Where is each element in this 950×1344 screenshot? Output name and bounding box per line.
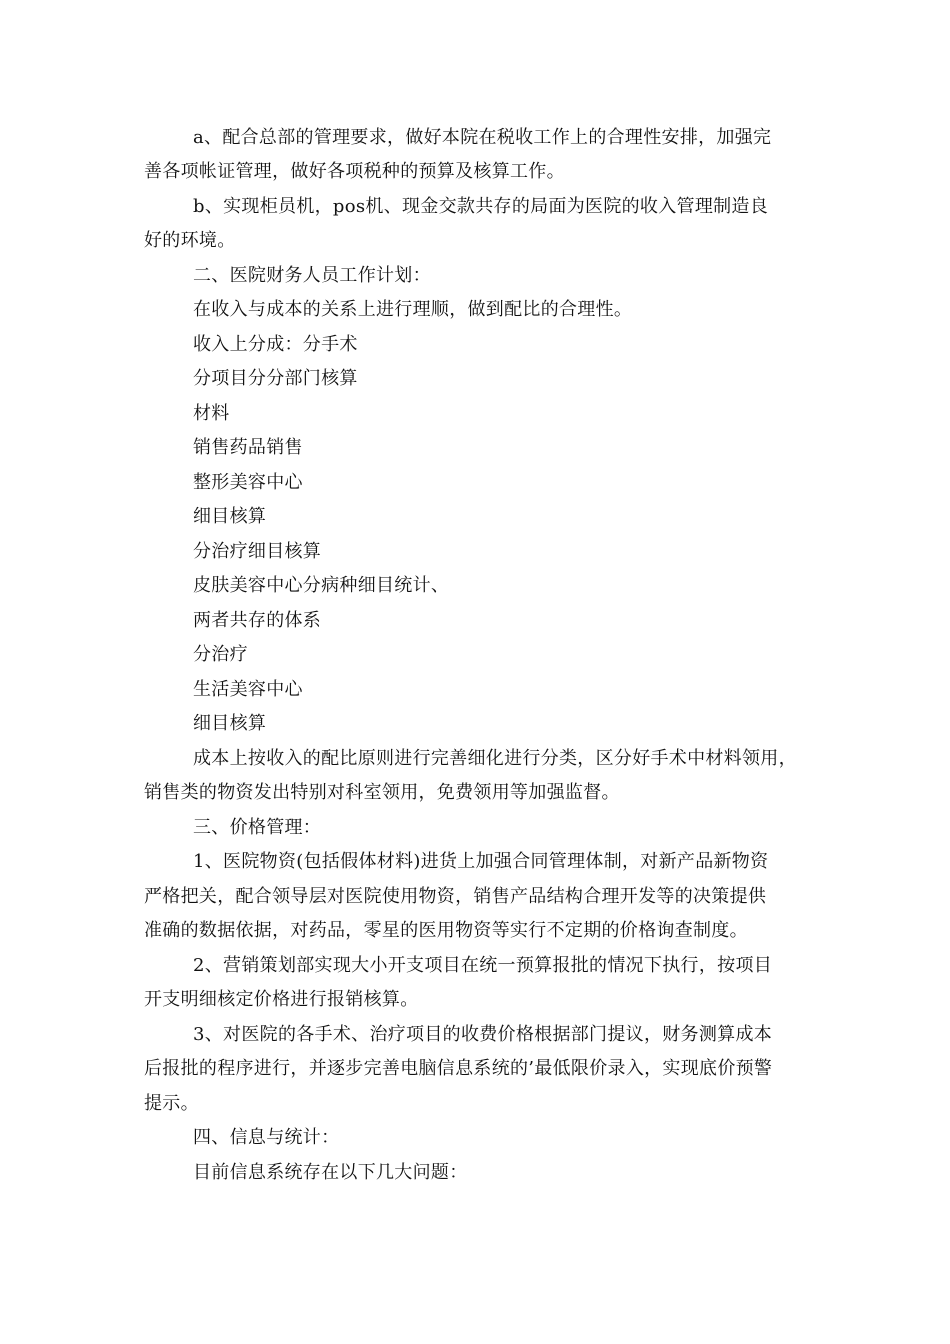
text-line: 开支明细核定价格进行报销核算。 xyxy=(144,989,419,1010)
section-heading: 三、价格管理： xyxy=(193,817,322,838)
text-line: b、实现柜员机，pos机、现金交款共存的局面为医院的收入管理制造良 xyxy=(193,196,769,217)
text-line: 销售类的物资发出特别对科室领用，免费领用等加强监督。 xyxy=(144,782,620,803)
text-line: 成本上按收入的配比原则进行完善细化进行分类，区分好手术中材料领用， xyxy=(193,748,797,769)
list-item: 分治疗细目核算 xyxy=(193,541,322,562)
section-heading: 四、信息与统计： xyxy=(193,1127,340,1148)
list-item: 分治疗 xyxy=(193,644,248,665)
text-line: 提示。 xyxy=(144,1093,199,1114)
list-item: 收入上分成：分手术 xyxy=(193,334,358,355)
text-line: 严格把关，配合领导层对医院使用物资，销售产品结构合理开发等的决策提供 xyxy=(144,886,767,907)
list-item: 整形美容中心 xyxy=(193,472,303,493)
text-line: 1、医院物资(包括假体材料)进货上加强合同管理体制，对新产品新物资 xyxy=(193,851,769,872)
list-item: 细目核算 xyxy=(193,713,267,734)
list-item: 生活美容中心 xyxy=(193,679,303,700)
list-item: 两者共存的体系 xyxy=(193,610,322,631)
list-item: 销售药品销售 xyxy=(193,437,303,458)
text-line: 3、对医院的各手术、治疗项目的收费价格根据部门提议，财务测算成本 xyxy=(193,1024,773,1045)
section-heading: 二、医院财务人员工作计划： xyxy=(193,265,431,286)
text-line: 后报批的程序进行，并逐步完善电脑信息系统的’最低限价录入，实现底价预警 xyxy=(144,1058,773,1079)
list-item: 皮肤美容中心分病种细目统计、 xyxy=(193,575,450,596)
text-line: 2、营销策划部实现大小开支项目在统一预算报批的情况下执行，按项目 xyxy=(193,955,773,976)
list-item: 分项目分分部门核算 xyxy=(193,368,358,389)
text-line: 善各项帐证管理，做好各项税种的预算及核算工作。 xyxy=(144,161,565,182)
text-line: 在收入与成本的关系上进行理顺，做到配比的合理性。 xyxy=(193,299,633,320)
list-item: 细目核算 xyxy=(193,506,267,527)
text-line: 好的环境。 xyxy=(144,230,236,251)
text-line: 目前信息系统存在以下几大问题： xyxy=(193,1162,468,1183)
text-line: a、配合总部的管理要求，做好本院在税收工作上的合理性安排，加强完 xyxy=(193,127,772,148)
list-item: 材料 xyxy=(193,403,230,424)
text-line: 准确的数据依据，对药品，零星的医用物资等实行不定期的价格询查制度。 xyxy=(144,920,748,941)
